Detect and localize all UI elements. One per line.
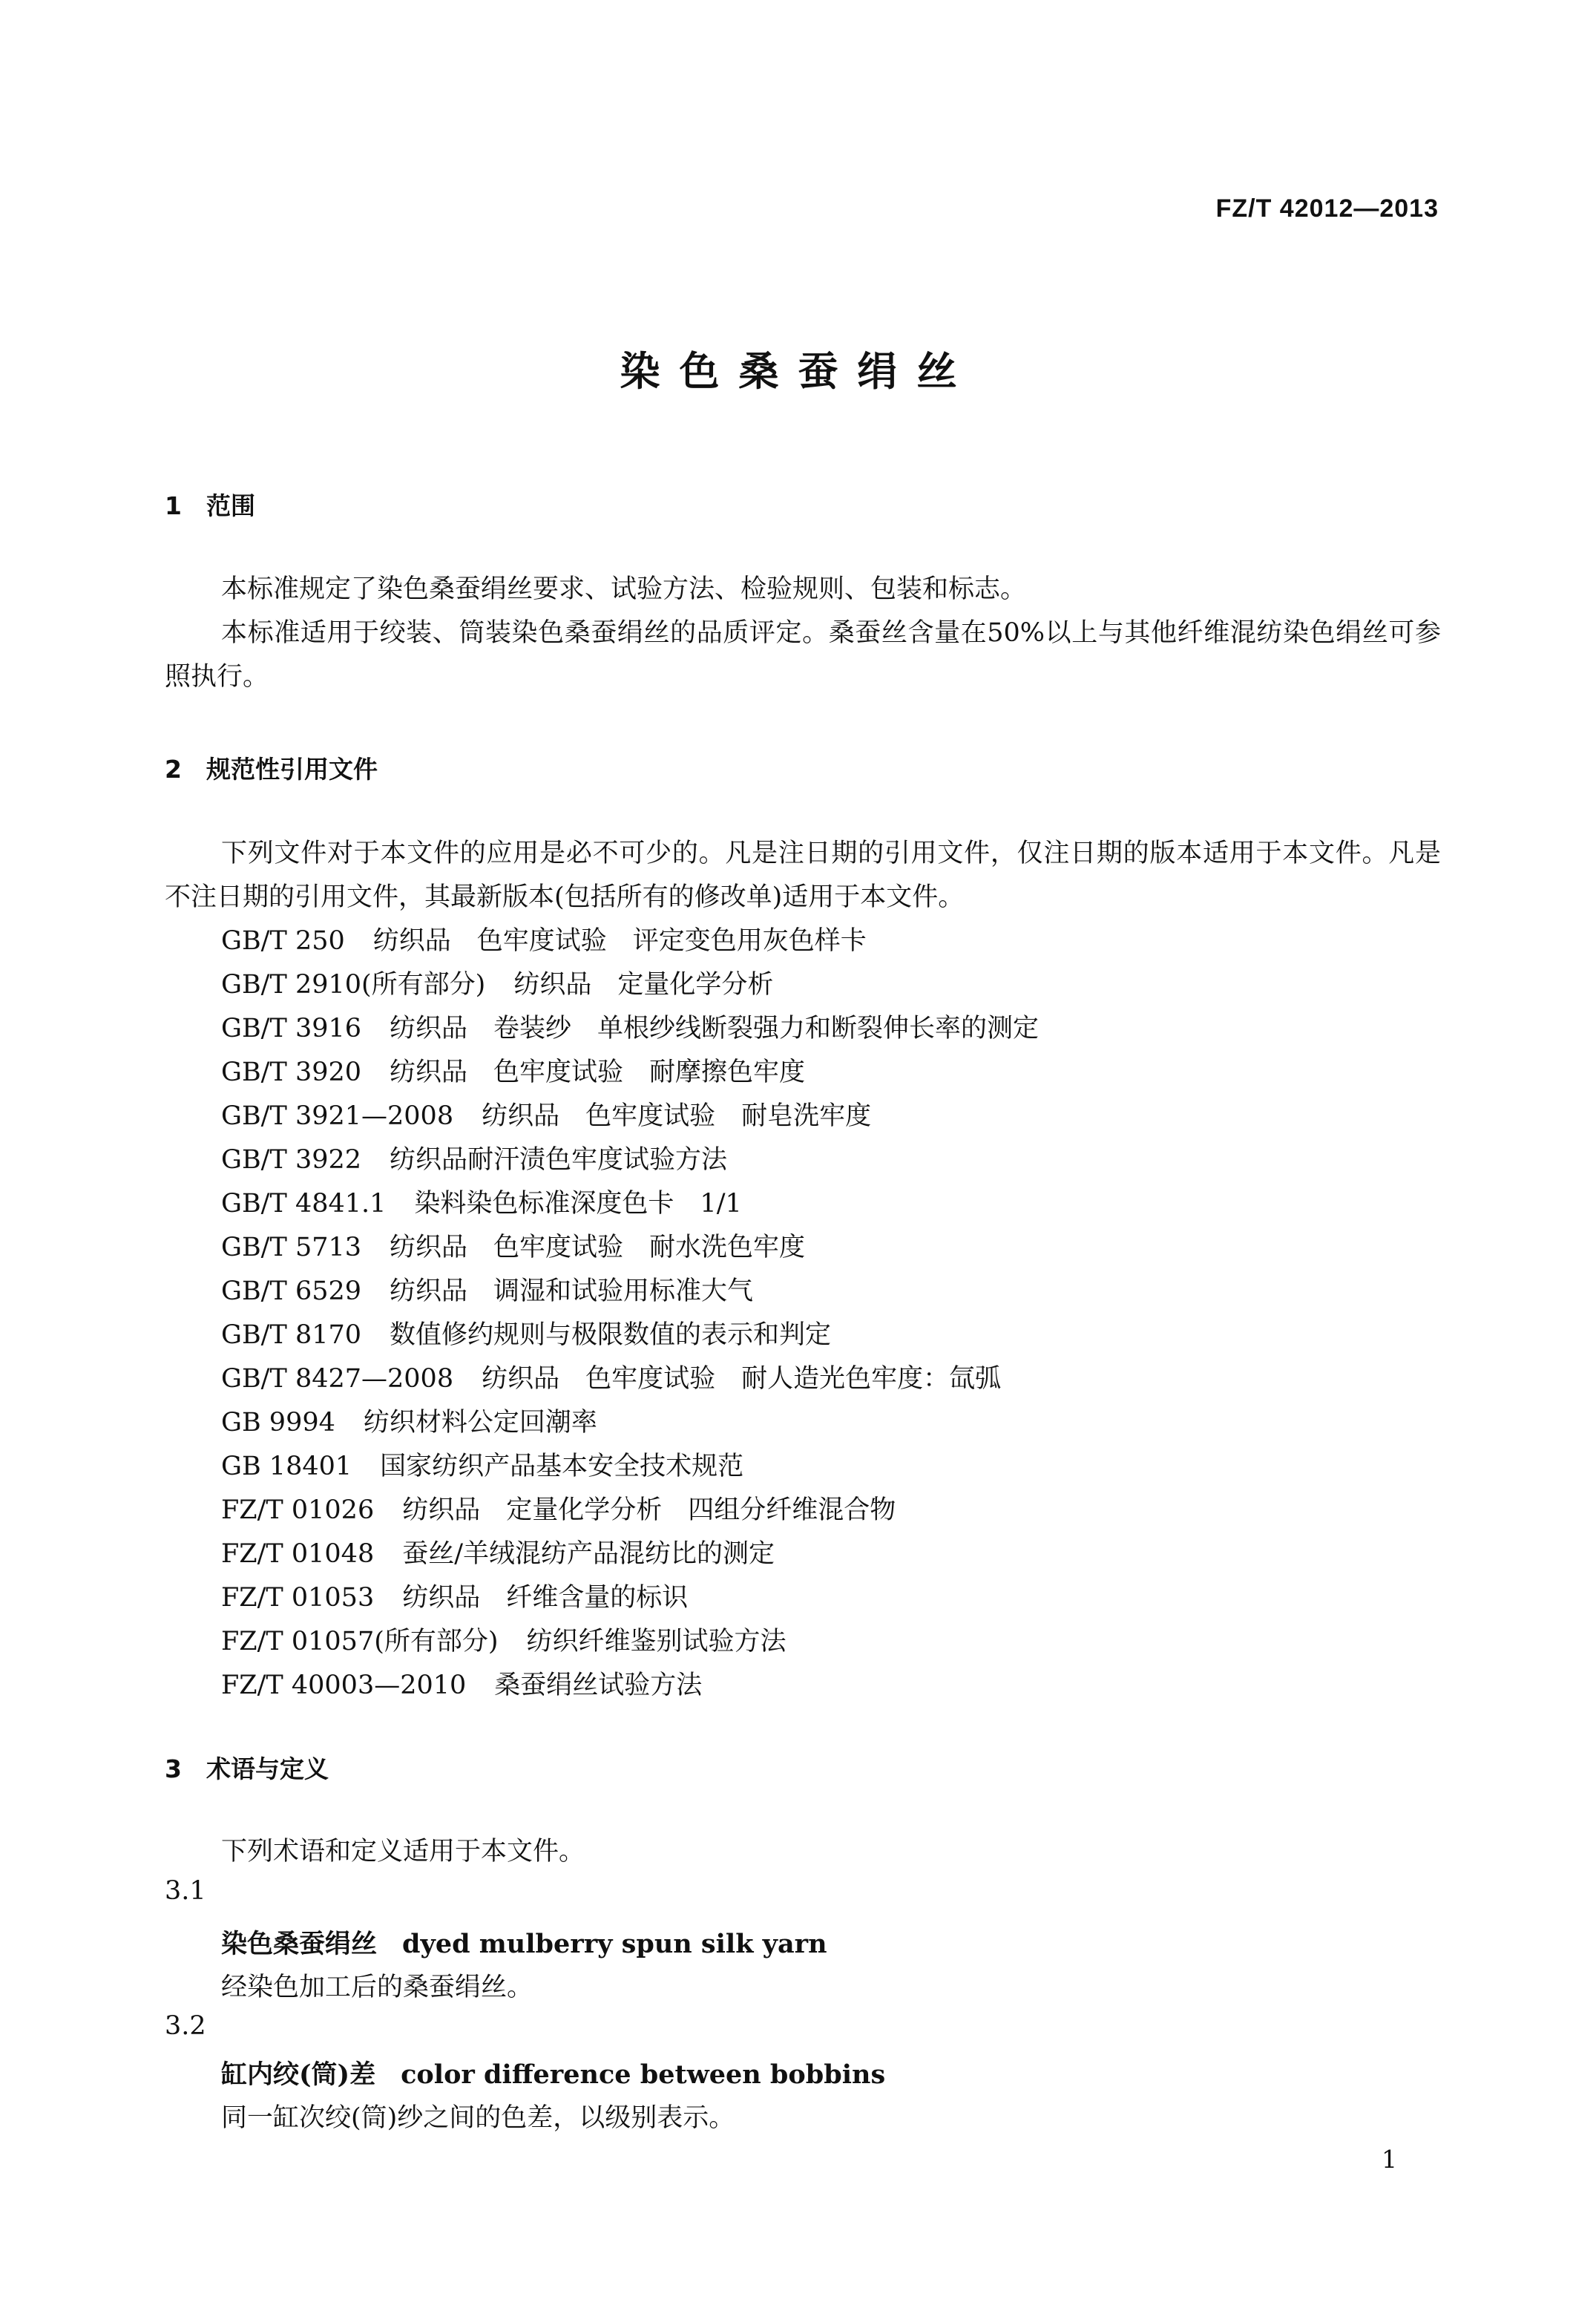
reference-item	[221, 1095, 1039, 1138]
reference-title: 纺织品 调湿和试验用标准大气	[390, 1276, 754, 1306]
section-2-intro: 下列文件对于本文件的应用是必不可少的。凡是注日期的引用文件，仅注日期的版本适用于本文件。凡是不注日期的引用文件，其最新版本(包括所有的修改单)适用于本文件。	[165, 839, 1441, 912]
section-number: 3	[165, 1754, 182, 1783]
reference-title: 纺织品 色牢度试验 耐人造光色牢度：氙弧	[482, 1364, 1002, 1394]
section-1-paragraph-2: 本标准适用于绞装、筒装染色桑蚕绢丝的品质评定。桑蚕丝含量在50%以上与其他纤维混纺染色绢丝可参照执行。	[165, 618, 1441, 692]
reference-title: 纺织品 色牢度试验 耐摩擦色牢度	[390, 1058, 806, 1087]
reference-code: GB/T 5713	[221, 1233, 362, 1262]
section-title: 规范性引用文件	[206, 755, 378, 784]
reference-item	[221, 1576, 1039, 1620]
reference-item	[221, 1270, 1039, 1314]
reference-item	[221, 1445, 1039, 1489]
term-definition: 同一缸次绞(筒)纱之间的色差，以级别表示。	[221, 2103, 735, 2133]
reference-title: 纺织材料公定回潮率	[363, 1408, 597, 1438]
term-definition: 经染色加工后的桑蚕绢丝。	[221, 1973, 533, 2002]
reference-list	[221, 920, 1039, 1708]
reference-item	[221, 1620, 1039, 1664]
reference-item	[221, 1489, 1039, 1533]
term-number: 3.1	[165, 1876, 206, 1906]
section-number: 1	[165, 491, 182, 520]
reference-item	[221, 1138, 1039, 1182]
term-number: 3.2	[165, 2011, 206, 2041]
section-3-intro: 下列术语和定义适用于本文件。	[221, 1837, 585, 1866]
reference-code: GB/T 3916	[221, 1014, 362, 1043]
reference-code: FZ/T 01057(所有部分)	[221, 1627, 499, 1656]
reference-item	[221, 1357, 1039, 1401]
reference-code: GB/T 6529	[221, 1276, 362, 1306]
reference-code: GB 9994	[221, 1408, 335, 1438]
term-name-en: color difference between bobbins	[401, 2059, 886, 2090]
reference-title: 纺织品 色牢度试验 耐水洗色牢度	[390, 1233, 806, 1262]
reference-title: 纺织品 纤维含量的标识	[402, 1583, 689, 1613]
page-number: 1	[1382, 2145, 1397, 2174]
standard-code: FZ/T 42012—2013	[1215, 194, 1439, 223]
document-title: 染色桑蚕绢丝	[620, 348, 976, 395]
section-title: 术语与定义	[206, 1754, 329, 1783]
term-name-cn: 缸内绞(筒)差	[221, 2059, 376, 2090]
reference-code: GB/T 3921—2008	[221, 1101, 454, 1131]
reference-code: FZ/T 01053	[221, 1583, 375, 1613]
reference-title: 纺织品 定量化学分析 四组分纤维混合物	[402, 1495, 896, 1525]
reference-code: GB/T 8427—2008	[221, 1364, 454, 1394]
section-3-heading	[165, 1750, 329, 1785]
reference-title: 纺织品 定量化学分析	[513, 970, 774, 1000]
reference-item	[221, 1051, 1039, 1095]
reference-item	[221, 1664, 1039, 1708]
reference-item	[221, 1007, 1039, 1051]
reference-item	[221, 1314, 1039, 1357]
reference-title: 国家纺织产品基本安全技术规范	[380, 1452, 744, 1481]
reference-code: FZ/T 01048	[221, 1539, 375, 1569]
reference-title: 纺织品耐汗渍色牢度试验方法	[390, 1145, 728, 1175]
reference-item	[221, 963, 1039, 1007]
reference-code: FZ/T 01026	[221, 1495, 375, 1525]
reference-title: 数值修约规则与极限数值的表示和判定	[390, 1320, 832, 1350]
reference-code: GB/T 2910(所有部分)	[221, 970, 486, 1000]
reference-item	[221, 1401, 1039, 1445]
section-2-heading	[165, 750, 378, 785]
reference-code: GB/T 8170	[221, 1320, 362, 1350]
reference-title: 纺织纤维鉴别试验方法	[526, 1627, 786, 1656]
reference-code: GB/T 250	[221, 926, 345, 956]
reference-code: FZ/T 40003—2010	[221, 1671, 467, 1700]
reference-code: GB/T 3920	[221, 1058, 362, 1087]
section-title: 范围	[206, 491, 255, 520]
reference-title: 蚕丝/羊绒混纺产品混纺比的测定	[402, 1539, 775, 1569]
reference-item	[221, 1182, 1039, 1226]
term-name	[221, 1924, 827, 1961]
reference-title: 纺织品 色牢度试验 评定变色用灰色样卡	[372, 926, 867, 956]
reference-title: 纺织品 卷装纱 单根纱线断裂强力和断裂伸长率的测定	[390, 1014, 1040, 1043]
section-number: 2	[165, 755, 182, 784]
term-name-en: dyed mulberry spun silk yarn	[402, 1929, 827, 1959]
reference-code: GB/T 3922	[221, 1145, 362, 1175]
reference-item	[221, 920, 1039, 963]
reference-title: 桑蚕绢丝试验方法	[494, 1671, 703, 1700]
reference-code: GB 18401	[221, 1452, 352, 1481]
section-1-heading	[165, 487, 255, 522]
reference-code: GB/T 4841.1	[221, 1189, 387, 1219]
section-1-paragraph-1: 本标准规定了染色桑蚕绢丝要求、试验方法、检验规则、包装和标志。	[221, 574, 1027, 604]
reference-item	[221, 1226, 1039, 1270]
reference-item	[221, 1533, 1039, 1576]
term-name	[221, 2054, 885, 2091]
term-name-cn: 染色桑蚕绢丝	[221, 1929, 378, 1959]
reference-title: 染料染色标准深度色卡 1/1	[414, 1189, 742, 1219]
reference-title: 纺织品 色牢度试验 耐皂洗牢度	[482, 1101, 872, 1131]
